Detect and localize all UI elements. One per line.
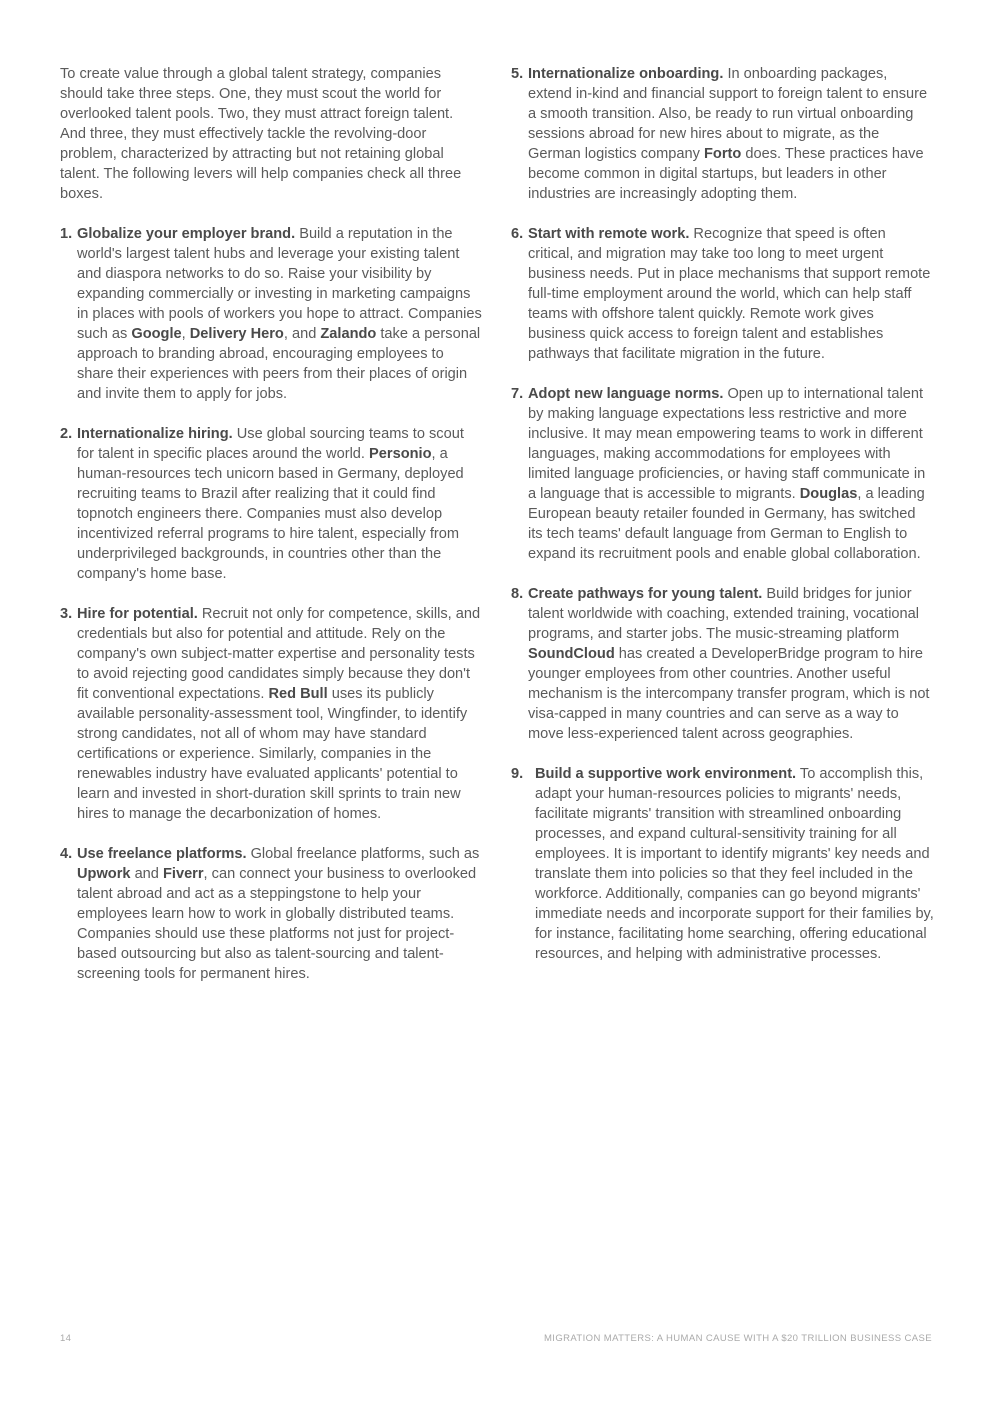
item-text: has created a DeveloperBridge program to hire younger employees from other countries. Another useful mechanism is the intercompany transfer program, which is not visa-capped in many countries and can serve as a way to move less-experienced talent across geographies. [528,646,930,742]
item-heading: Use freelance platforms. [77,846,247,862]
item-text: Build a reputation in the world's largest talent hubs and leverage your existing talent and diaspora networks to do so. Raise your visibility by expanding commercially or investing in marketing campaigns in places with pools of workers you hope to attract. Companies such as [77,226,482,342]
item-heading: Internationalize onboarding. [528,66,724,82]
intro-paragraph: To create value through a global talent strategy, companies should take three steps. One, they must scout the world for overlooked talent pools. Two, they must attract foreign talent. And three, they must effectively tackle the revolving-door problem, characterized by attracting but not retaining global talent. The following levers will help companies check all three boxes. [60,66,462,202]
item-heading: Internationalize hiring. [77,426,233,442]
list-item-1 [60,224,482,404]
item-number: 3. [60,606,73,622]
page-number: 14 [60,1333,72,1344]
list-item-8 [511,584,934,744]
company-name: Zalando [320,326,377,342]
item-number: 5. [511,66,524,82]
item-heading: Globalize your employer brand. [77,226,296,242]
list-item-2 [60,424,482,584]
item-text: In onboarding packages, extend in-kind and financial support to foreign talent to ensure a smooth transition. Also, be ready to run virtual onboarding sessions abroad for new hires about to migrate, as the German logistics company [528,66,928,162]
item-text: does. These practices have become common in digital startups, but leaders in other industries are increasingly adopting them. [528,146,924,202]
running-footer-title: MIGRATION MATTERS: A HUMAN CAUSE WITH A $20 TRILLION BUSINESS CASE [543,1333,932,1344]
list-item-7 [511,384,934,564]
item-heading: Adopt new language norms. [528,386,724,402]
item-text: , can connect your business to overlooked talent abroad and act as a steppingstone to help your employees learn how to work in globally distributed teams. Companies should use these platforms not just for project-based outsourcing but also as talent-sourcing and talent-screening tools for permanent hires. [77,866,477,982]
item-number: 9. [511,766,524,782]
item-text: Open up to international talent by making language expectations less restrictive and more inclusive. It may mean empowering teams to work in different languages, making accommodations for employees with limited language proficiencies, or having staff communicate in a language that is accessible to migrants. [528,386,926,502]
item-text: To accomplish this, adapt your human-resources policies to migrants' needs, facilitate migrants' transition with streamlined onboarding processes, and expand cultural-sensitivity training for all employees. It is important to identify migrants' key needs and translate them into policies so that they feel included in the workforce. Additionally, companies can go beyond migrants' immediate needs and incorporate support for their families by, for instance, facilitating home searching, offering educational resources, and helping with administrative processes. [535,766,934,962]
company-name: Upwork [77,866,131,882]
levers-list-right [511,64,934,964]
item-number: 1. [60,226,73,242]
company-name: SoundCloud [528,646,615,662]
item-text: uses its publicly available personality-assessment tool, Wingfinder, to identify strong candidates, not all of whom may have standard certifications or experience. Similarly, companies in the renewables industry have evaluated applicants' potential to learn and invested in short-duration skill sprints to train new hires to manage the decarbonization of homes. [77,686,468,822]
company-name: Google [131,326,182,342]
item-text: Global freelance platforms, such as [246,846,480,862]
company-name: Personio [369,446,432,462]
item-text: Recognize that speed is often critical, and migration may take too long to meet urgent business needs. Put in place mechanisms that support remote full-time employment around the world, which can help staff teams with offshore talent quickly. Remote work gives business quick access to foreign talent and establishes pathways that facilitate migration in the future. [528,226,931,362]
item-text: Recruit not only for competence, skills, and credentials but also for potential and attitude. Rely on the company's own subject-matter expertise and personality tests to avoid rejecting good candidates simply because they don't fit conventional expectations. [77,606,481,702]
item-text: Build bridges for junior talent worldwide with coaching, extended training, vocational programs, and starter jobs. The music-streaming platform [528,586,920,642]
item-number: 2. [60,426,73,442]
item-number: 4. [60,846,73,862]
item-number: 8. [511,586,524,602]
item-heading: Create pathways for young talent. [528,586,763,602]
company-name: Red Bull [268,686,328,702]
item-text: , and [283,326,321,342]
list-item-9 [511,764,934,964]
item-number: 6. [511,226,524,242]
item-text: Use global sourcing teams to scout for talent in specific places around the world. [77,426,464,462]
item-heading: Build a supportive work environment. [535,766,797,782]
item-heading: Hire for potential. [77,606,198,622]
right-column [511,64,934,984]
levers-list-left [60,224,482,984]
company-name: Fiverr [162,866,204,882]
item-text: , a human-resources tech unicorn based in Germany, deployed recruiting teams to Brazil after realizing that it could find topnotch engineers there. Companies must also develop incentivized referral programs to hire talent, especially from underprivileged backgrounds, in countries other than the company's home base. [77,446,464,582]
list-item-5 [511,64,934,204]
company-name: Forto [704,146,742,162]
item-heading: Start with remote work. [528,226,690,242]
list-item-3 [60,604,482,824]
left-column [60,64,482,1004]
item-number: 7. [511,386,524,402]
list-item-6 [511,224,934,364]
list-item-4 [60,844,482,984]
item-text: and [130,866,163,882]
company-name: Delivery Hero [189,326,284,342]
company-name: Douglas [799,486,858,502]
item-text: , a leading European beauty retailer founded in Germany, has switched its tech teams' default language from German to English to expand its recruitment pools and enable global collaboration. [528,486,925,562]
item-text: , [181,326,190,342]
item-text: take a personal approach to branding abroad, encouraging employees to share their experiences with peers from their places of origin and invite them to apply for jobs. [77,326,481,402]
